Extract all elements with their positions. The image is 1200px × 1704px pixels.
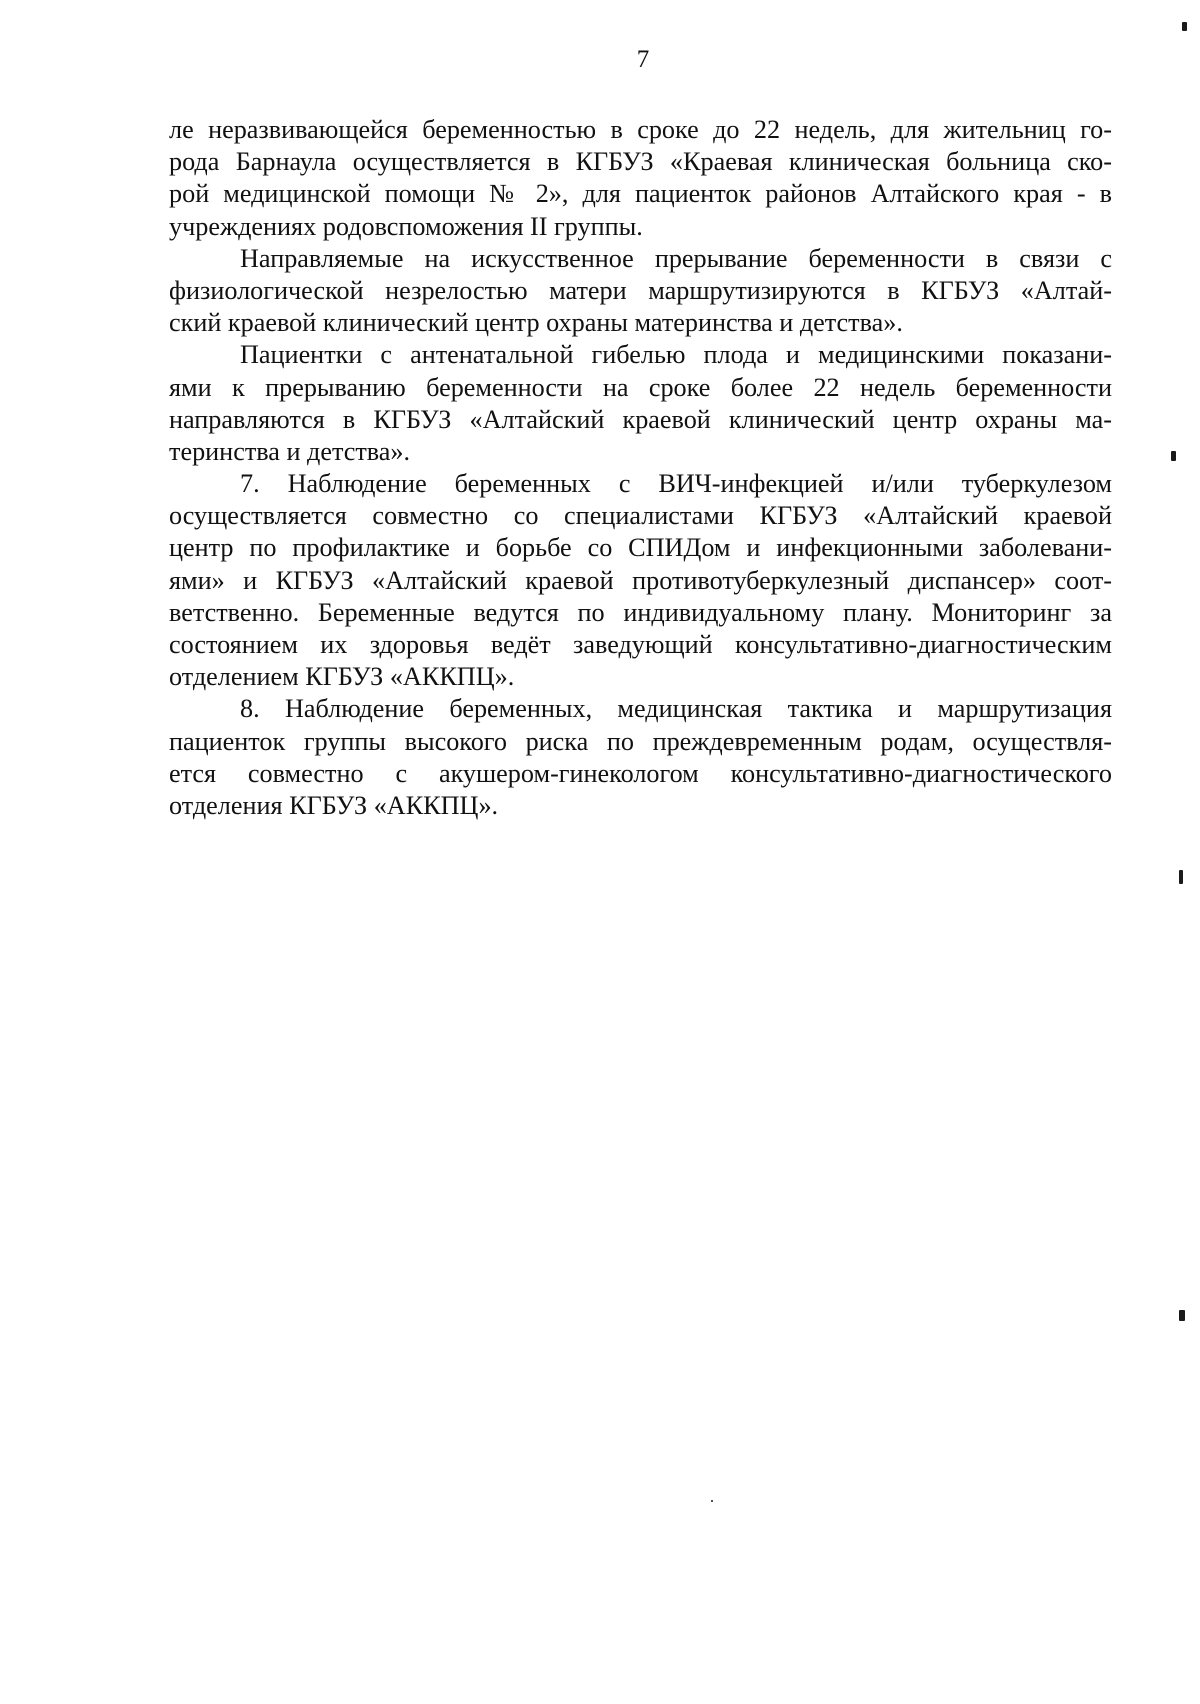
text-line: теринства и детства». [169, 436, 411, 466]
text-line: ется совместно с акушером-гинекологом консультативно-диагностического [169, 758, 1112, 788]
text-line: учреждениях родовспоможения II группы. [169, 211, 643, 241]
scan-artifact [1171, 451, 1176, 461]
text-line: осуществляется совместно со специалистами КГБУЗ «Алтайский краевой [169, 501, 1112, 531]
text-line: состоянием их здоровья ведёт заведующий консультативно-диагностическим [169, 630, 1112, 659]
text-line: Пациентки с антенатальной гибелью плода и медицинскими показани- [240, 340, 1112, 370]
text-line: отделением КГБУЗ «АККПЦ». [169, 662, 515, 692]
text-line: физиологической незрелостью матери маршрутизируются в КГБУЗ «Алтай- [169, 275, 1112, 305]
scan-artifact [711, 1500, 713, 1502]
scan-artifact [1179, 870, 1183, 884]
text-line: направляются в КГБУЗ «Алтайский краевой клинический центр охраны ма- [169, 404, 1112, 434]
text-line: ский краевой клинический центр охраны материнства и детства». [169, 308, 903, 338]
paragraph-item-7 [169, 468, 1112, 693]
text-line: ветственно. Беременные ведутся по индивидуальному плану. Мониторинг за [169, 597, 1112, 627]
paragraph-antenatal-death [169, 339, 1112, 468]
text-line: 8. Наблюдение беременных, медицинская тактика и маршрутизация [240, 694, 1112, 724]
scan-artifact [1182, 22, 1187, 31]
paragraph-physiological-immaturity [169, 243, 1112, 340]
text-line: рода Барнаула осуществляется в КГБУЗ «Краевая клиническая больница ско- [169, 147, 1112, 177]
text-line: отделения КГБУЗ «АККПЦ». [169, 790, 499, 820]
text-line: Направляемые на искусственное прерывание беременности в связи с [240, 243, 1112, 273]
text-line: рой медицинской помощи № 2», для пациенток районов Алтайского края - в [169, 179, 1112, 209]
text-line: ле неразвивающейся беременностью в сроке до 22 недель, для жительниц го- [169, 115, 1112, 144]
text-line: центр по профилактике и борьбе со СПИДом и инфекционными заболевани- [169, 533, 1112, 563]
scan-artifact [1179, 1310, 1185, 1321]
text-line: ями» и КГБУЗ «Алтайский краевой противотуберкулезный диспансер» соот- [169, 565, 1112, 595]
paragraph-continuation [169, 114, 1112, 243]
document-body [169, 114, 1112, 822]
text-line: 7. Наблюдение беременных с ВИЧ-инфекцией и/или туберкулезом [240, 469, 1112, 499]
page-number: 7 [636, 46, 650, 73]
paragraph-item-8 [169, 693, 1112, 822]
text-line: пациенток группы высокого риска по преждевременным родам, осуществля- [169, 726, 1112, 756]
text-line: ями к прерыванию беременности на сроке более 22 недель беременности [169, 372, 1112, 402]
